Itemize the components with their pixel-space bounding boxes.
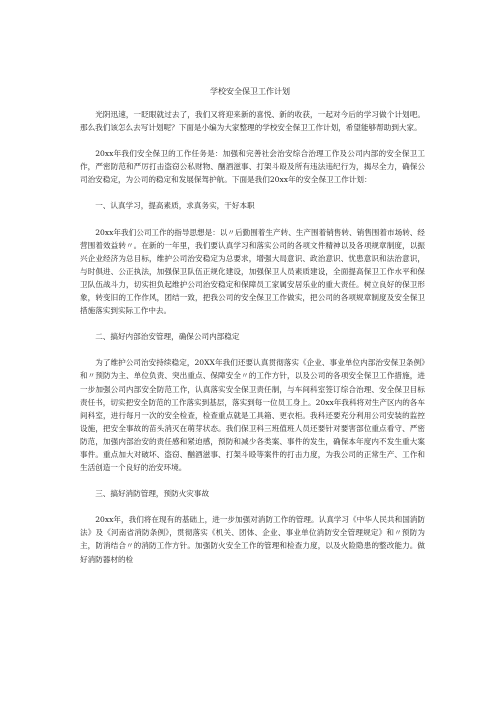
section-heading-1: 一、认真学习，提高素质，求真务实，干好本职 xyxy=(95,201,255,211)
paragraph-spacer xyxy=(80,317,425,330)
paragraph-spacer xyxy=(80,343,425,356)
intro-paragraph: 光阴迅速，一眨眼就过去了，我们又将迎来新的喜悦、新的收获，一起对今后的学习做个计划吧。那么我们该怎么去写计划呢？下面是小编为大家整理的学校安全保卫工作计划，希望能够帮助到大家。 xyxy=(80,110,425,133)
section-2-paragraph: 为了维护公司治安持续稳定，20XX年我们还要认真贯彻落实《企业、事业单位内部治安保卫条例》和〃预防为主、单位负责、突出重点、保障安全〃的工作方针，以及公司的各项安全保卫工作措施，进一步加强公司内部安全防范工作，认真落实安全保卫责任制，与车间科室签订综合治理、安全保卫目标责任书，切实把安全防范的工作落实到基层，落实到每一位员工身上。20xx年我科将对生产区内的各车间科室，进行每月一次的安全检查，检查重点就是工具箱、更衣柜。我科还要充分利用公司安装的监控设施，把安全事故的苗头消灭在萌芽状态。我们保卫科三班值班人员还要针对要害部位重点看守、严密防范，加强内部治安的责任感和紧迫感，预防和减少各类案、事件的发生，确保本年度内不发生重大案事件。重点加大对破坏、盗窃、酗酒滋事、打架斗殴等案件的打击力度，为我公司的正常生产、工作和生活创造一个良好的治安环境。 xyxy=(80,358,425,473)
document-body xyxy=(80,108,425,566)
section-1-paragraph: 20xx年我们公司工作的指导思想是：以〃后勤围着生产转、生产围着销售转、销售围着市场转、经营围着效益转〃。在新的一年里，我们要认真学习和落实公司的各项文件精神以及各项规章制度，以振兴企业经济为总目标，维护公司治安稳定为总要求，增强大局意识、政治意识、忧患意识和法治意识，与时俱进、公正执法，加强保卫队伍正规化建设，加强保卫人员素质建设，全面提高保卫工作水平和保卫队伍战斗力，切实担负起维护公司治安稳定和保障员工家属安居乐业的重大责任。树立良好的保卫形象，转变旧的工作作风，团结一致，把我公司的安全保卫工作做实，把公司的各项规章制度及安全保卫措施落实到实际工作中去。 xyxy=(80,227,425,316)
paragraph-spacer xyxy=(80,213,425,226)
section-heading-3: 三、搞好消防管理，预防火灾事故 xyxy=(95,489,210,499)
section-3-paragraph: 20xx年，我们将在现有的基础上，进一步加强对消防工作的管理。认真学习《中华人民共和国消防法》及《河南省消防条例》，贯彻落实《机关、团体、企业、事业单位消防安全管理规定》和〃预防为主，防消结合〃的消防工作方针。加强防火安全工作的管理和检查力度，以及火险隐患的整改能力。做好消防器材的检 xyxy=(80,515,425,564)
paragraph-spacer xyxy=(80,134,425,147)
paragraph-spacer xyxy=(80,500,425,513)
paragraph-spacer xyxy=(80,186,425,199)
section-heading-2: 二、搞好内部治安管理，确保公司内部稳定 xyxy=(95,332,240,342)
paragraph-spacer xyxy=(80,474,425,487)
task-paragraph: 20xx年我们安全保卫的工作任务是：加强和完善社会治安综合治理工作及公司内部的安全保卫工作，严密防范和严厉打击盗窃公私财物、酗酒滋事、打架斗殴及所有违法违纪行为，揭尽全力，确保公司治安稳定，为公司的稳定和发展保驾护航。下面是我们20xx年的安全保卫工作计划： xyxy=(80,149,425,185)
document-title: 学校安全保卫工作计划 xyxy=(210,87,290,96)
